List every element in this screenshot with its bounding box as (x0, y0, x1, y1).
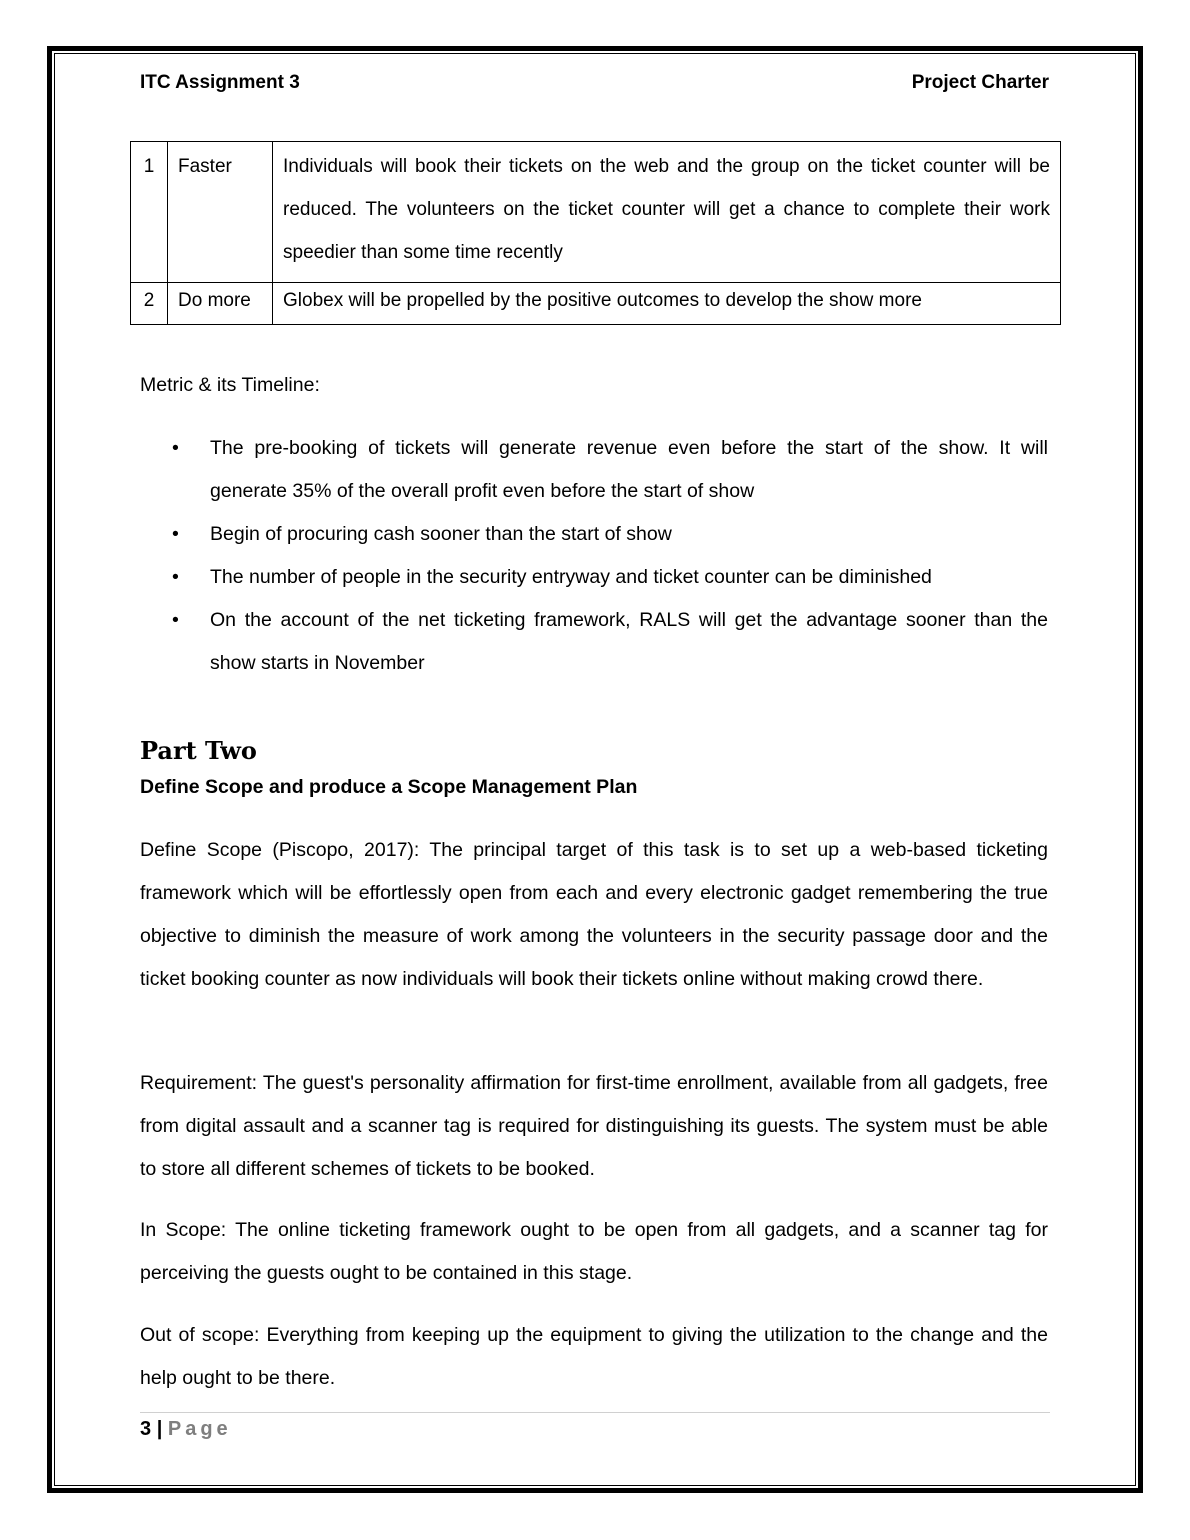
bullet-text: On the account of the net ticketing framework, RALS will get the advantage sooner than the show starts in November (210, 609, 1048, 674)
row-description: Individuals will book their tickets on the web and the group on the ticket counter will be reduced. The volunteers on the ticket counter will get a chance to complete their work speedier than some time recently (273, 142, 1061, 283)
list-item (140, 599, 1048, 685)
bullet-text: The pre-booking of tickets will generate revenue even before the start of the show. It will generate 35% of the overall profit even before the start of show (210, 437, 1048, 502)
benefits-table (130, 141, 1061, 325)
row-description: Globex will be propelled by the positive outcomes to develop the show more (273, 283, 1061, 325)
page-footer (140, 1418, 232, 1441)
page-label: Page (167, 1418, 232, 1440)
section-title: Part Two (140, 736, 257, 765)
metric-heading: Metric & its Timeline: (140, 374, 320, 396)
bullet-text: Begin of procuring cash sooner than the start of show (210, 523, 672, 545)
header-left: ITC Assignment 3 (140, 72, 300, 93)
paragraph-requirement: Requirement: The guest's personality affirmation for first-time enrollment, available from all gadgets, free from digital assault and a scanner tag is required for distinguishing its guests. The system must be able to store all different schemes of tickets to be booked. (140, 1072, 1048, 1180)
bullet-icon: • (172, 566, 179, 588)
row-number: 1 (131, 142, 168, 283)
table-row (131, 283, 1061, 325)
footer-divider (140, 1412, 1050, 1413)
row-label: Faster (168, 142, 273, 283)
header-right: Project Charter (911, 72, 1049, 93)
table-row (131, 142, 1061, 283)
page-number: 3 (140, 1418, 152, 1440)
section-subtitle: Define Scope and produce a Scope Management Plan (140, 776, 638, 798)
row-number: 2 (131, 283, 168, 325)
footer-separator: | (156, 1418, 163, 1440)
bullet-text: The number of people in the security entryway and ticket counter can be diminished (210, 566, 932, 588)
bullet-icon: • (172, 609, 179, 631)
paragraph-define-scope: Define Scope (Piscopo, 2017): The principal target of this task is to set up a web-based ticketing framework which will be effortlessly open from each and every electronic gadget remembering the true objective to diminish the measure of work among the volunteers in the security passage door and the ticket booking counter as now individuals will book their tickets online without making crowd there. (140, 839, 1048, 990)
bullet-icon: • (172, 437, 179, 459)
list-item (140, 427, 1048, 513)
row-label: Do more (168, 283, 273, 325)
list-item (140, 556, 1048, 599)
bullet-icon: • (172, 523, 179, 545)
list-item (140, 513, 1048, 556)
paragraph-out-of-scope: Out of scope: Everything from keeping up the equipment to giving the utilization to the change and the help ought to be there. (140, 1324, 1048, 1389)
paragraph-in-scope: In Scope: The online ticketing framework ought to be open from all gadgets, and a scanner tag for perceiving the guests ought to be contained in this stage. (140, 1219, 1048, 1284)
metric-bullet-list (140, 427, 1048, 685)
